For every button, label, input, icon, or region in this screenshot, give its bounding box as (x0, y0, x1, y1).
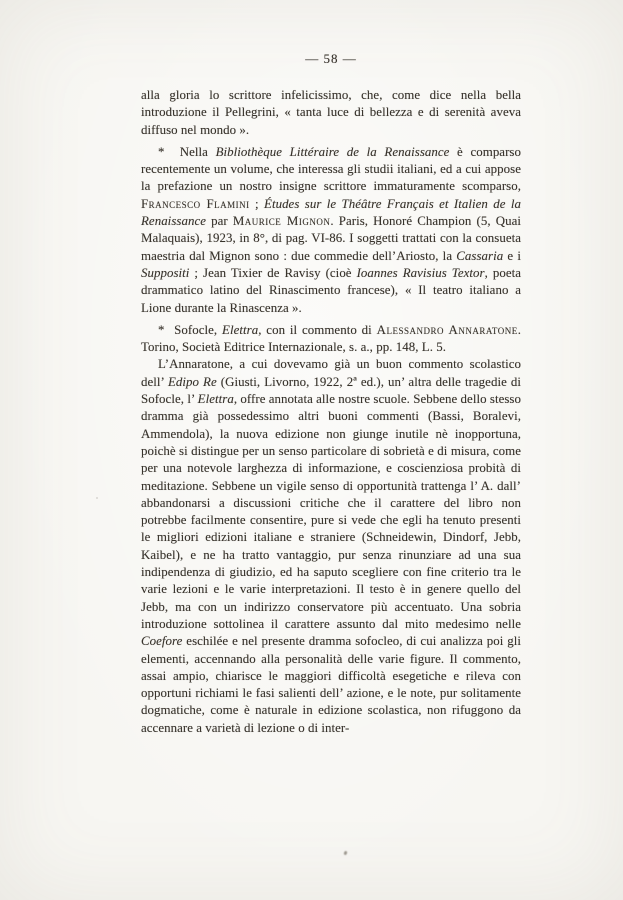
text-run: L’Annaratone, a cui dovevamo già un buon commento scolastico dell’ (141, 357, 521, 389)
page-number: — 58 — (305, 51, 357, 66)
italic-text: Edipo Re (167, 374, 217, 389)
italic-text: Bibliothèque Littéraire de la Renaissance (215, 144, 450, 159)
italic-text: Elettra (197, 392, 234, 407)
scan-speck (343, 851, 347, 856)
italic-text: Elettra (222, 322, 259, 337)
text-run: * Nella (158, 144, 216, 159)
italic-text: Ioannes Ravisius Textor (356, 265, 485, 280)
paragraph (141, 87, 521, 139)
paragraph (141, 322, 521, 357)
text-run: , offre annotata alle nostre scuole. Sebbene dello stesso dramma già possedessimo altri buoni commenti (Bassi, Boralevi, Ammendola), la nuova edizione non giunge inutile nè inopportuna, poichè si distingue per un senso particolare di sobrietà e di misura, come per una notevole larghezza di informazione, e coscienziosa probità di meditazione. Sebbene un vigile senso di opportunità trattenga l’ A. dall’ abbandonarsi a discussioni critiche che il carattere del libro non potrebbe facilmente consentire, pure si vede che egli ha tenuto presenti le migliori edizioni italiane e straniere (Schneidewin, Dindorf, Jebb, Kaibel), e ne ha tratto vantaggio, pur senza rinunziare ad una sua indipendenza di giudizio, ed ha saputo scegliere con fine criterio tra le varie lezioni e le varie interpretazioni. Il testo è in genere quello del Jebb, ma con un indirizzo conservatore più accentuato. Una sobria introduzione sottolinea il carattere assunto dal mito medesimo nelle (141, 392, 521, 631)
text-run: eschilée e nel presente dramma sofocleo, di cui analizza poi gli elementi, accennando alla personalità delle varie figure. Il commento, assai ampio, chiarisce le maggiori difficoltà esegetiche e rileva con opportuni richiami le fasi salienti dell’ azione, e le note, pur solitamente dogmatiche, come è naturale in edizione scolastica, non rifuggono da accennare a varietà di lezione o di inter- (141, 634, 521, 735)
text-run: . Paris, Honoré Champion (5, Quai Malaquais), 1923, in 8°, di pag. VI-86. I soggetti trattati con la consueta maestria dal Mignon sono : due commedie dell’Ariosto, la (141, 214, 521, 263)
text-run: . Torino, Società Editrice Internazionale, s. a., pp. 148, L. 5. (141, 322, 521, 355)
paragraph (141, 144, 521, 317)
text-run: alla gloria lo scrittore infelicissimo, che, come dice nella bella introduzione il Pellegrini, « tanta luce di bellezza e di serenità aveva diffuso nel mondo ». (141, 88, 521, 137)
text-run: e i (503, 248, 521, 263)
text-run: , poeta drammatico latino del Rinascimento francese), « Il teatro italiano a Lione durante la Rinascenza ». (141, 265, 522, 315)
text-run: ; (249, 196, 265, 211)
text-run: par (205, 214, 233, 229)
smallcaps-name: Maurice Mignon (232, 214, 331, 229)
smallcaps-name: Alessandro Annaratone (376, 322, 518, 337)
italic-text: Coefore (141, 634, 183, 649)
text-run: è comparso recentemente un volume, che interessa gli studii italiani, ed a cui appose la prefazione un nostro insigne scrittore immaturamente scomparso, (141, 144, 521, 194)
italic-text: Suppositi (141, 265, 190, 280)
smallcaps-name: Francesco Flamini (141, 196, 250, 211)
text-run: (Giusti, Livorno, 1922, 2ª ed.), un’ altra delle tragedie di Sofocle, l’ (141, 374, 522, 407)
italic-text: Cassaria (456, 248, 504, 263)
scan-speck (96, 497, 98, 499)
text-block (141, 87, 521, 737)
italic-text: Études sur le Théâtre Français et Italien de la Renaissance (141, 196, 521, 229)
text-run: , con il commento di (258, 322, 377, 337)
paragraph (141, 356, 521, 737)
text-run: ; Jean Tixier de Ravisy (cioè (189, 265, 357, 280)
text-run: * Sofocle, (158, 322, 223, 337)
